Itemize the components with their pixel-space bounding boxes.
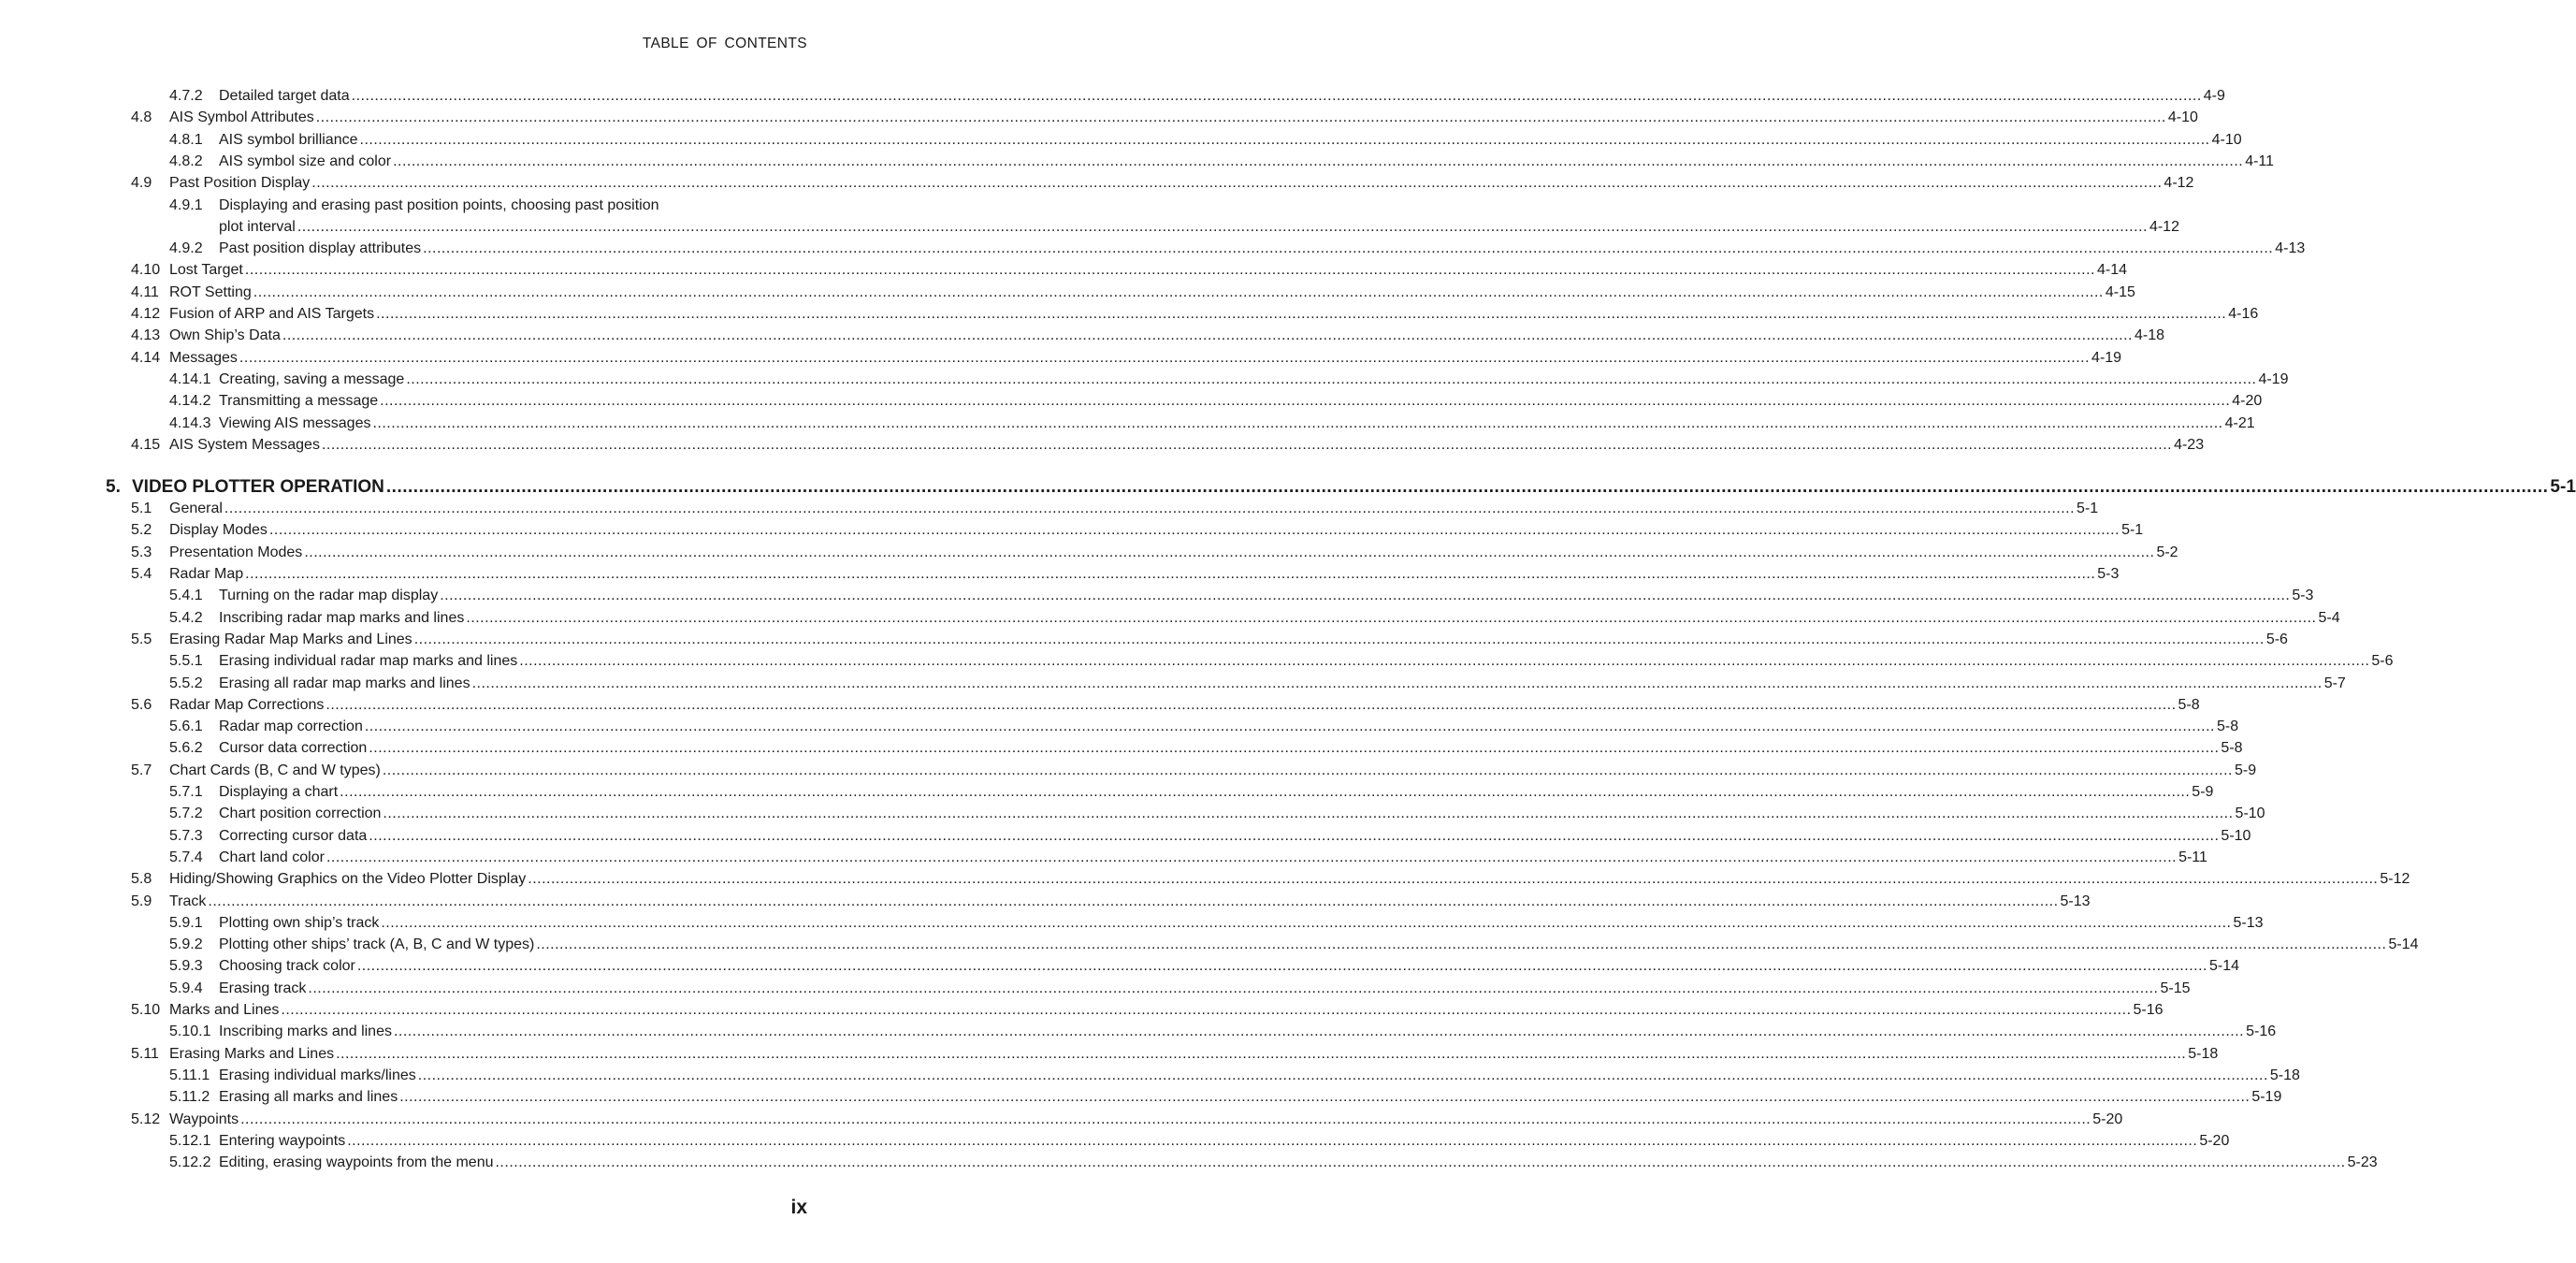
toc-entry-number: 5.4.1 (169, 588, 203, 604)
toc-entry[interactable] (0, 261, 2128, 280)
dot-leader: ................................................................................................................................................................................................................................................................................................................................................................................................................ (340, 784, 2191, 800)
toc-entry-number: 4.13 (131, 327, 161, 344)
toc-entry-title: Radar map correction (219, 719, 363, 735)
toc-entry-title: Presentation Modes (169, 544, 303, 560)
toc-entry[interactable] (0, 283, 2135, 302)
toc-entry[interactable] (0, 392, 2263, 411)
toc-entry-page: 4-13 (2275, 240, 2306, 257)
toc-entry-number: 5.8 (131, 871, 152, 888)
toc-entry-title: Cursor data correction (219, 740, 368, 757)
toc-entry-page: 5-9 (2234, 762, 2257, 778)
dot-leader: ................................................................................................................................................................................................................................................................................................................................................................................................................ (471, 675, 2323, 691)
toc-entry-title: Erasing Marks and Lines (169, 1045, 335, 1062)
toc-entry[interactable] (0, 893, 2091, 911)
dot-leader: ................................................................................................................................................................................................................................................................................................................................................................................................................ (359, 131, 2210, 148)
toc-entry[interactable] (0, 87, 2225, 106)
toc-entry-title: Creating, saving a message (219, 370, 405, 387)
dot-leader: ................................................................................................................................................................................................................................................................................................................................................................................................................ (369, 740, 2220, 757)
dot-leader: ................................................................................................................................................................................................................................................................................................................................................................................................................ (372, 414, 2223, 431)
page-number: ix (790, 1197, 807, 1218)
toc-entry[interactable] (0, 327, 2165, 345)
toc-entry-page: 5-19 (2251, 1089, 2282, 1106)
dot-leader: ................................................................................................................................................................................................................................................................................................................................................................................................................ (385, 477, 2549, 498)
toc-entry-number: 5.12.2 (169, 1154, 211, 1171)
toc-entry-title: Own Ship’s Data (169, 327, 281, 344)
toc-entry-number: 4.12 (131, 306, 161, 322)
toc-entry[interactable] (0, 1088, 2282, 1107)
toc-entry-number: 5.1 (131, 501, 152, 517)
toc-entry[interactable] (0, 240, 2306, 258)
toc-entry[interactable] (0, 783, 2214, 802)
dot-leader: ................................................................................................................................................................................................................................................................................................................................................................................................................ (253, 283, 2104, 300)
toc-entry-title: Chart land color (219, 849, 325, 865)
dot-leader: ................................................................................................................................................................................................................................................................................................................................................................................................................ (244, 262, 2095, 279)
toc-entry-page: 4-15 (2105, 283, 2135, 300)
toc-entry-number: 5.7.4 (169, 849, 203, 865)
toc-entry-title: ROT Setting (169, 283, 252, 300)
toc-entry-number: 5.2 (131, 522, 152, 539)
toc-entry-number: 5.11 (131, 1045, 159, 1062)
toc-entry-page: 4-19 (2091, 349, 2122, 366)
toc-entry-page: 5-6 (2371, 653, 2394, 670)
toc-entry-number: 4.7.2 (169, 88, 203, 104)
toc-entry-number: 5.9.3 (169, 958, 203, 975)
toc-entry-title: Radar Map Corrections (169, 696, 325, 713)
toc-entry[interactable] (0, 805, 2265, 823)
toc-entry[interactable] (0, 652, 2394, 671)
toc-entry-page: 5-7 (2323, 675, 2346, 691)
toc-entry-number: 5.7.3 (169, 827, 203, 844)
toc-entry[interactable] (0, 696, 2200, 715)
toc-entry-number: 5.10.1 (169, 1023, 211, 1040)
toc-entry[interactable] (0, 849, 2207, 867)
toc-entry-number: 5.6.1 (169, 719, 203, 735)
toc-entry-page: 5-3 (2097, 566, 2120, 582)
toc-entry[interactable] (0, 131, 2242, 150)
toc-entry-page: 5-14 (2208, 958, 2239, 975)
toc-entry-number: 5.4 (131, 566, 152, 582)
toc-entry-title: Erasing all radar map marks and lines (219, 675, 470, 691)
toc-entry-page: 4-19 (2258, 370, 2289, 387)
toc-entry[interactable] (0, 370, 2289, 389)
dot-leader: ................................................................................................................................................................................................................................................................................................................................................................................................................ (383, 806, 2234, 822)
toc-entry-page: 5-3 (2292, 588, 2314, 604)
toc-entry[interactable] (0, 1001, 2164, 1020)
toc-entry[interactable] (0, 196, 892, 215)
dot-leader: ................................................................................................................................................................................................................................................................................................................................................................................................................ (245, 566, 2096, 582)
toc-entry-title: Erasing individual radar map marks and lines (219, 653, 518, 670)
toc-entry-page: 5-13 (2233, 914, 2264, 931)
toc-entry-page: 5-8 (2221, 740, 2243, 757)
toc-entry-number: 5.7.1 (169, 784, 203, 800)
dot-leader: ................................................................................................................................................................................................................................................................................................................................................................................................................ (393, 1023, 2245, 1040)
toc-entry-page: 5-23 (2347, 1154, 2378, 1171)
toc-entry-page: 5-9 (2192, 784, 2214, 800)
toc-entry[interactable] (0, 914, 2264, 933)
dot-leader: ................................................................................................................................................................................................................................................................................................................................................................................................................ (321, 436, 2173, 453)
toc-entry-title: Past Position Display (169, 175, 311, 192)
toc-entry[interactable] (0, 739, 2243, 758)
dot-leader: ................................................................................................................................................................................................................................................................................................................................................................................................................ (326, 849, 2178, 865)
dot-leader: ................................................................................................................................................................................................................................................................................................................................................................................................................ (393, 152, 2244, 169)
toc-entry[interactable] (0, 152, 2275, 171)
toc-entry-number: 5.6 (131, 696, 152, 713)
toc-entry-number: 5.10 (131, 1002, 161, 1018)
toc-entry-title: Plotting own ship’s track (219, 914, 380, 931)
toc-entry-page: 4-9 (2203, 88, 2225, 104)
toc-entry-title: Transmitting a message (219, 393, 379, 410)
toc-entry[interactable] (0, 675, 2346, 693)
toc-entry-page: 5-2 (2156, 544, 2178, 560)
toc-entry-number: 5.5 (131, 631, 152, 647)
toc-entry-number: 5. (106, 477, 121, 498)
toc-entry-title: AIS Symbol Attributes (169, 109, 314, 126)
toc-entry-number: 5.12.1 (169, 1132, 211, 1149)
toc-entry-page: 5-20 (2092, 1111, 2123, 1127)
toc-entry-title: Marks and Lines (169, 1002, 280, 1018)
toc-entry-number: 5.6.2 (169, 740, 203, 757)
toc-entry[interactable] (0, 980, 2191, 998)
toc-entry-title: Viewing AIS messages (219, 414, 371, 431)
toc-entry-page: 5-8 (2178, 696, 2200, 713)
toc-entry-title: Editing, erasing waypoints from the menu (219, 1154, 494, 1171)
toc-entry-page: 5-10 (2235, 806, 2265, 822)
toc-entry-title: Correcting cursor data (219, 827, 368, 844)
toc-entry-title: AIS System Messages (169, 436, 320, 453)
toc-entry-number: 5.11.1 (169, 1067, 210, 1083)
toc-entry-page: 5-16 (2133, 1002, 2164, 1018)
toc-entry-number: 4.15 (131, 436, 161, 453)
toc-entry-number: 4.14.1 (169, 370, 211, 387)
toc-entry-page: 4-12 (2149, 218, 2179, 235)
toc-entry-page: 5-8 (2216, 719, 2239, 735)
toc-entry[interactable] (0, 565, 2120, 584)
dot-leader: ................................................................................................................................................................................................................................................................................................................................................................................................................ (536, 936, 2387, 953)
toc-entry[interactable] (0, 1154, 2378, 1172)
toc-entry-title: Inscribing radar map marks and lines (219, 609, 465, 626)
dot-leader: ................................................................................................................................................................................................................................................................................................................................................................................................................ (304, 544, 2155, 560)
toc-entry-title: Displaying and erasing past position points, choosing past position (219, 196, 659, 213)
toc-entry-page: 4-10 (2211, 131, 2242, 148)
dot-leader: ................................................................................................................................................................................................................................................................................................................................................................................................................ (417, 1067, 2268, 1083)
toc-entry[interactable] (0, 1111, 2123, 1129)
dot-leader: ................................................................................................................................................................................................................................................................................................................................................................................................................ (376, 306, 2227, 322)
toc-entry-number: 4.9 (131, 175, 152, 192)
toc-entry-title: AIS symbol size and color (219, 152, 392, 169)
toc-entry-number: 5.9.4 (169, 980, 203, 996)
toc-entry-number: 5.12 (131, 1111, 161, 1127)
toc-entry-number: 5.5.1 (169, 653, 203, 670)
toc-entry-number: 5.9 (131, 893, 152, 909)
dot-leader: ................................................................................................................................................................................................................................................................................................................................................................................................................ (423, 240, 2274, 257)
dot-leader: ................................................................................................................................................................................................................................................................................................................................................................................................................ (466, 609, 2317, 626)
dot-leader: ................................................................................................................................................................................................................................................................................................................................................................................................................ (281, 1002, 2132, 1018)
toc-entry-title: Waypoints (169, 1111, 239, 1127)
toc-entry-page: 4-16 (2228, 306, 2259, 322)
toc-entry-title: VIDEO PLOTTER OPERATION (132, 477, 384, 498)
dot-leader: ................................................................................................................................................................................................................................................................................................................................................................................................................ (239, 349, 2091, 366)
dot-leader: ................................................................................................................................................................................................................................................................................................................................................................................................................ (440, 588, 2291, 604)
toc-entry[interactable] (0, 587, 2314, 605)
dot-leader: ................................................................................................................................................................................................................................................................................................................................................................................................................ (311, 175, 2163, 192)
toc-entry[interactable] (0, 1023, 2277, 1041)
toc-entry[interactable] (0, 609, 2340, 628)
dot-leader: ................................................................................................................................................................................................................................................................................................................................................................................................................ (399, 1089, 2250, 1106)
dot-leader: ................................................................................................................................................................................................................................................................................................................................................................................................................ (268, 522, 2120, 539)
toc-entry-page: 4-11 (2245, 152, 2275, 169)
toc-entry-title: Choosing track color (219, 958, 355, 975)
dot-leader: ................................................................................................................................................................................................................................................................................................................................................................................................................ (382, 762, 2233, 778)
dot-leader: ................................................................................................................................................................................................................................................................................................................................................................................................................ (308, 980, 2159, 996)
toc-entry-title: Messages (169, 349, 238, 366)
toc-entry-page: 5-14 (2388, 936, 2419, 953)
toc-entry-number: 5.11.2 (169, 1089, 210, 1106)
toc-entry[interactable] (0, 544, 2178, 562)
dot-leader: ................................................................................................................................................................................................................................................................................................................................................................................................................ (364, 719, 2215, 735)
toc-entry-title: Plotting other ships’ track (A, B, C and W types) (219, 936, 535, 953)
toc-entry-number: 5.9.1 (169, 914, 203, 931)
toc-entry-page: 5-4 (2318, 609, 2340, 626)
toc-entry[interactable] (0, 521, 2144, 540)
toc-entry-number: 5.3 (131, 544, 152, 560)
dot-leader: ................................................................................................................................................................................................................................................................................................................................................................................................................ (495, 1154, 2346, 1171)
running-header: TABLE OF CONTENTS (642, 36, 807, 51)
dot-leader: ................................................................................................................................................................................................................................................................................................................................................................................................................ (326, 696, 2177, 713)
toc-entry-number: 4.11 (131, 283, 159, 300)
toc-entry-page: 4-12 (2164, 175, 2194, 192)
dot-leader: ................................................................................................................................................................................................................................................................................................................................................................................................................ (297, 218, 2148, 235)
toc-entry-title: Track (169, 893, 207, 909)
dot-leader: ................................................................................................................................................................................................................................................................................................................................................................................................................ (336, 1045, 2187, 1062)
toc-entry-number: 5.7.2 (169, 806, 203, 822)
dot-leader: ................................................................................................................................................................................................................................................................................................................................................................................................................ (351, 88, 2202, 104)
toc-entry-page: 4-23 (2174, 436, 2205, 453)
toc-entry-page: 5-13 (2060, 893, 2091, 909)
toc-entry-title: Display Modes (169, 522, 268, 539)
toc-entry-page: 5-10 (2221, 827, 2251, 844)
toc-entry-number: 4.9.1 (169, 196, 203, 213)
toc-entry-number: 5.7 (131, 762, 152, 778)
toc-entry[interactable] (0, 109, 2198, 127)
toc-entry-title: Displaying a chart (219, 784, 339, 800)
toc-entry-page: 5-16 (2246, 1023, 2277, 1040)
toc-entry-page: 5-18 (2188, 1045, 2219, 1062)
toc-entry[interactable] (0, 957, 2239, 976)
toc-entry[interactable] (0, 718, 2239, 736)
toc-entry-number: 5.4.2 (169, 609, 203, 626)
toc-entry[interactable] (0, 218, 2179, 237)
toc-entry-title: Inscribing marks and lines (219, 1023, 392, 1040)
dot-leader: ................................................................................................................................................................................................................................................................................................................................................................................................................ (356, 958, 2207, 975)
toc-entry-title: Detailed target data (219, 88, 350, 104)
dot-leader: ................................................................................................................................................................................................................................................................................................................................................................................................................ (519, 653, 2370, 670)
toc-entry-title: Chart Cards (B, C and W types) (169, 762, 381, 778)
toc-entry-page: 4-14 (2097, 262, 2128, 279)
toc-entry-page: 4-10 (2167, 109, 2198, 126)
toc-entry-title: Fusion of ARP and AIS Targets (169, 306, 375, 322)
toc-entry-number: 4.14 (131, 349, 161, 366)
toc-entry-title: Lost Target (169, 262, 243, 279)
toc-entry[interactable] (0, 305, 2259, 324)
toc-entry[interactable] (0, 870, 2410, 889)
toc-entry[interactable] (0, 1132, 2230, 1151)
toc-entry-page: 5-1 (2550, 477, 2576, 498)
toc-entry-page: 5-15 (2160, 980, 2191, 996)
toc-entry-title: Chart position correction (219, 806, 382, 822)
toc-entry-page: 4-18 (2135, 327, 2165, 344)
dot-leader: ................................................................................................................................................................................................................................................................................................................................................................................................................ (413, 631, 2265, 647)
dot-leader: ................................................................................................................................................................................................................................................................................................................................................................................................................ (369, 827, 2220, 844)
toc-entry-page: 5-11 (2178, 849, 2207, 865)
toc-entry-page: 5-6 (2265, 631, 2288, 647)
toc-entry[interactable] (0, 500, 2099, 518)
toc-entry[interactable] (0, 762, 2257, 780)
toc-entry-page: 4-20 (2232, 393, 2263, 410)
toc-entry-number: 4.9.2 (169, 240, 203, 257)
toc-entry[interactable] (0, 349, 2122, 368)
toc-entry-title: Radar Map (169, 566, 244, 582)
toc-entry-title: Hiding/Showing Graphics on the Video Plotter Display (169, 871, 527, 888)
dot-leader: ................................................................................................................................................................................................................................................................................................................................................................................................................ (240, 1111, 2091, 1127)
toc-entry[interactable] (0, 827, 2251, 846)
toc-entry-title: Erasing all marks and lines (219, 1089, 398, 1106)
toc-entry-page: 5-12 (2380, 871, 2410, 888)
toc-entry[interactable] (0, 174, 2194, 193)
toc-entry-number: 4.10 (131, 262, 161, 279)
toc-entry[interactable] (0, 631, 2288, 649)
toc-entry-title: AIS symbol brilliance (219, 131, 358, 148)
toc-entry-title: Erasing individual marks/lines (219, 1067, 416, 1083)
dot-leader: ................................................................................................................................................................................................................................................................................................................................................................................................................ (315, 109, 2166, 126)
toc-entry-title: Erasing track (219, 980, 307, 996)
dot-leader: ................................................................................................................................................................................................................................................................................................................................................................................................................ (528, 871, 2379, 888)
dot-leader: ................................................................................................................................................................................................................................................................................................................................................................................................................ (381, 914, 2232, 931)
toc-entry[interactable] (0, 414, 2255, 433)
dot-leader: ................................................................................................................................................................................................................................................................................................................................................................................................................ (347, 1132, 2198, 1149)
toc-entry[interactable] (0, 1045, 2219, 1064)
toc-entry-title: Past position display attributes (219, 240, 422, 257)
toc-entry-number: 5.5.2 (169, 675, 203, 691)
dot-leader: ................................................................................................................................................................................................................................................................................................................................................................................................................ (406, 370, 2257, 387)
toc-entry[interactable] (0, 936, 2419, 954)
toc-entry-number: 4.14.2 (169, 393, 211, 410)
toc-entry-page: 5-1 (2077, 501, 2099, 517)
toc-entry-title: Erasing Radar Map Marks and Lines (169, 631, 412, 647)
toc-entry-title: Entering waypoints (219, 1132, 346, 1149)
toc-entry-number: 4.8.1 (169, 131, 203, 148)
dot-leader: ................................................................................................................................................................................................................................................................................................................................................................................................................ (208, 893, 2059, 909)
toc-entry-number: 4.14.3 (169, 414, 211, 431)
toc-entry-title: plot interval (219, 218, 296, 235)
toc-entry-title: General (169, 501, 223, 517)
toc-entry-title: Turning on the radar map display (219, 588, 439, 604)
toc-entry-page: 5-20 (2199, 1132, 2230, 1149)
dot-leader: ................................................................................................................................................................................................................................................................................................................................................................................................................ (224, 501, 2076, 517)
toc-entry-page: 5-1 (2121, 522, 2144, 539)
toc-entry-number: 4.8.2 (169, 152, 203, 169)
toc-entry-page: 5-18 (2269, 1067, 2300, 1083)
toc-entry[interactable] (0, 1067, 2300, 1085)
toc-entry[interactable] (0, 436, 2205, 455)
toc-entry-page: 4-21 (2224, 414, 2255, 431)
toc-entry-number: 5.9.2 (169, 936, 203, 953)
toc-entry-number: 4.8 (131, 109, 152, 126)
toc-chapter-entry[interactable] (0, 476, 2576, 499)
dot-leader: ................................................................................................................................................................................................................................................................................................................................................................................................................ (282, 327, 2133, 344)
dot-leader: ................................................................................................................................................................................................................................................................................................................................................................................................................ (380, 393, 2231, 410)
